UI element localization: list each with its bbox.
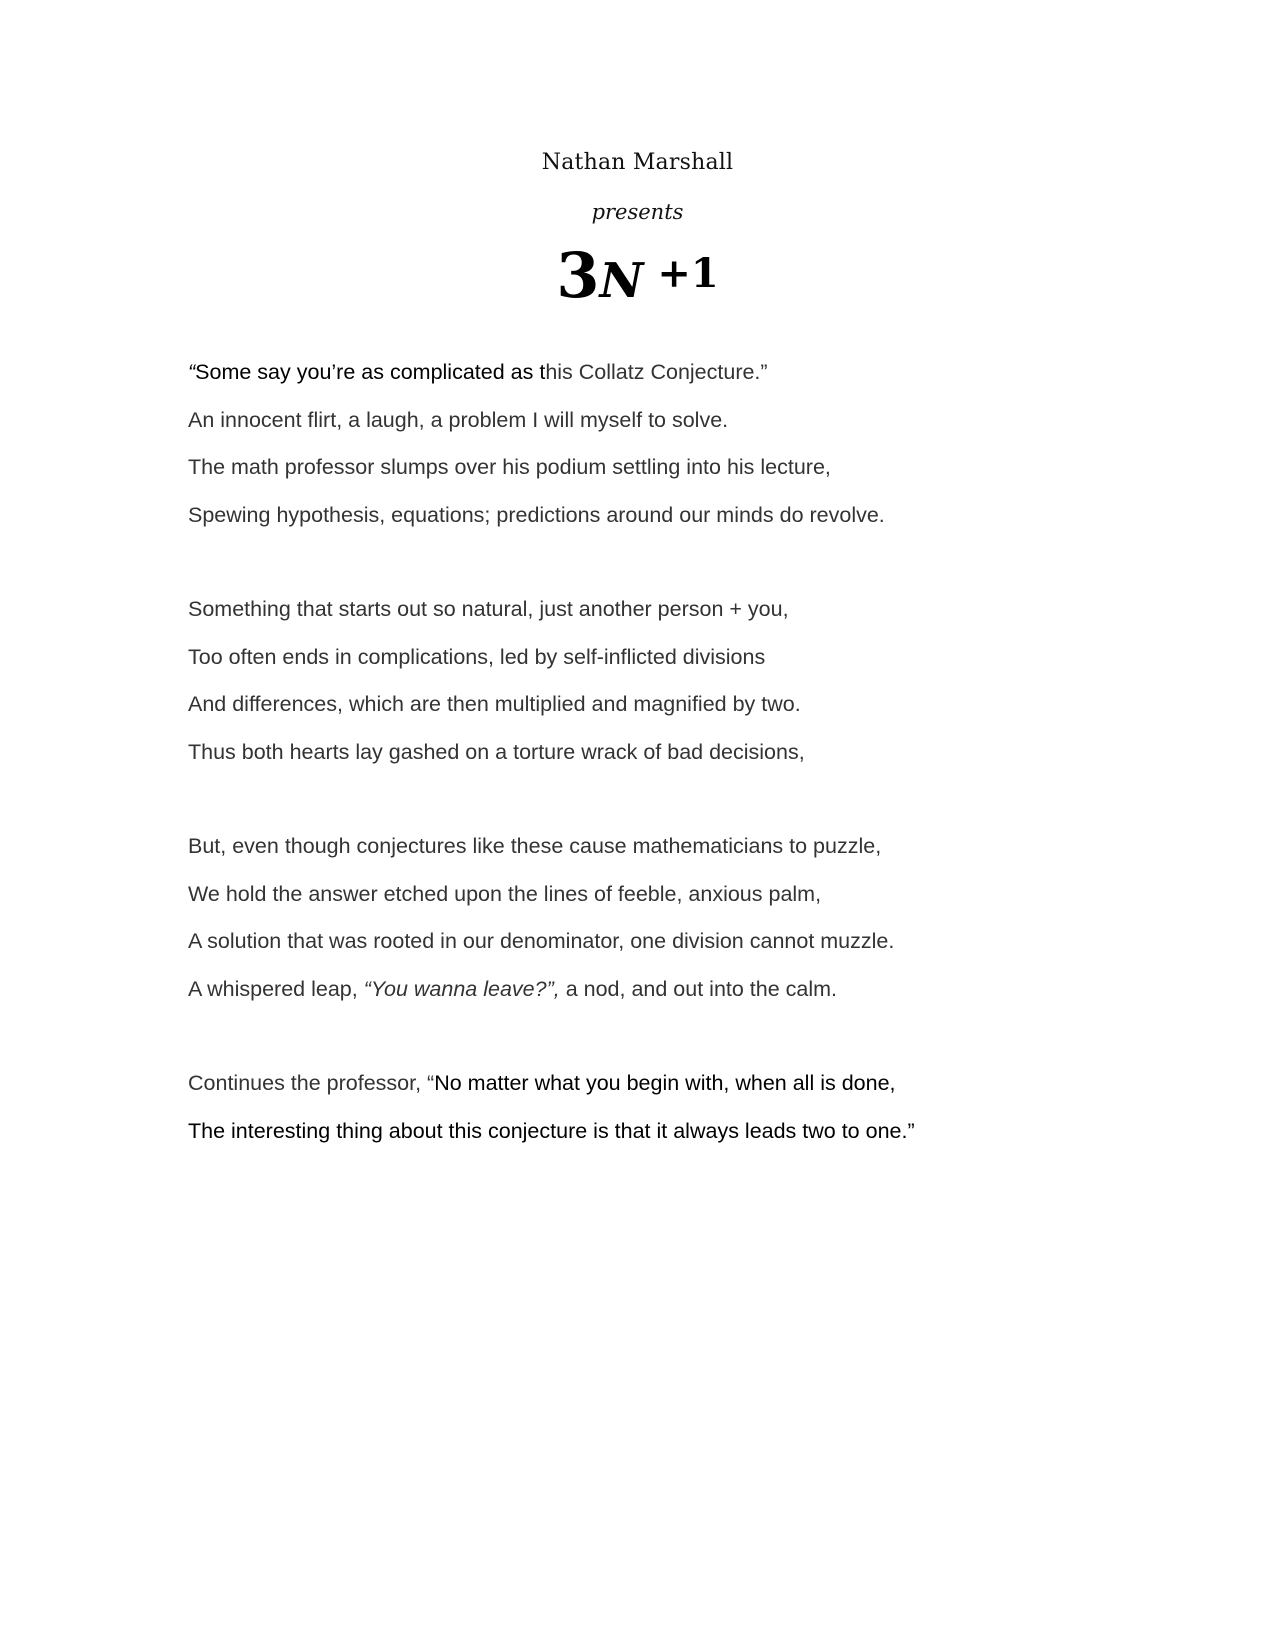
poem-line: And differences, which are then multiplied and magnified by two. <box>188 692 801 716</box>
stanza-break <box>188 783 1088 830</box>
title-operator: +1 <box>657 250 719 297</box>
line-text: his Collatz Conjecture.” <box>545 360 768 384</box>
poem-line: The interesting thing about this conjecture is that it always leads two to one.” <box>188 1118 915 1143</box>
stanza-break <box>188 546 1088 593</box>
poem-line <box>188 1067 1088 1115</box>
poem-line: An innocent flirt, a laugh, a problem I will myself to solve. <box>188 407 729 432</box>
poem-line: A solution that was rooted in our denominator, one division cannot muzzle. <box>188 929 895 953</box>
poem-line: But, even though conjectures like these cause mathematicians to puzzle, <box>188 834 882 858</box>
line-text: Continues the professor, “ <box>188 1071 435 1095</box>
poem-line <box>188 973 1088 1021</box>
poem-line: Spewing hypothesis, equations; predictions around our minds do revolve. <box>188 502 885 527</box>
poem-line: Too often ends in complications, led by self-inflicted divisions <box>188 644 766 669</box>
poem-line <box>188 356 1088 404</box>
presents-label: presents <box>591 200 684 224</box>
line-text: A whispered leap, <box>188 976 364 1001</box>
line-text-dark: Some say you’re as complicated as t <box>195 360 546 384</box>
poem-body <box>188 356 1088 1162</box>
title-variable: N <box>599 253 644 309</box>
poem-line: Something that starts out so natural, just another person + you, <box>188 597 789 621</box>
author-name: Nathan Marshall <box>541 150 734 175</box>
line-text: a nod, and out into the calm. <box>559 976 838 1001</box>
poem-line: Thus both hearts lay gashed on a torture wrack of bad decisions, <box>188 739 805 764</box>
line-text-dark: No matter what you begin with, when all is done, <box>434 1071 896 1095</box>
poem-line: The math professor slumps over his podium settling into his lecture, <box>188 455 831 479</box>
title-number: 3 <box>556 239 600 312</box>
poem-line: We hold the answer etched upon the lines of feeble, anxious palm, <box>188 881 822 906</box>
quoted-question: “You wanna leave?”, <box>363 976 560 1001</box>
stanza-break <box>188 1020 1088 1067</box>
poem-title <box>0 239 1275 312</box>
open-quote: “ <box>188 360 196 384</box>
